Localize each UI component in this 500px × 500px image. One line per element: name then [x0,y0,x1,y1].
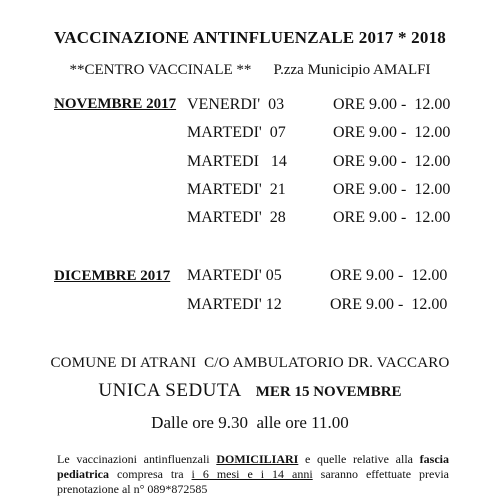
schedule-time: ORE 9.00 - 12.00 [333,153,451,170]
note-pediatrica: pediatrica [57,467,109,481]
note-text: compresa tra [109,467,192,481]
unica-seduta-line [0,380,500,402]
subtitle [0,62,500,79]
orario-line: Dalle ore 9.30 alle ore 11.00 [151,413,349,432]
comune-atrani-line: COMUNE DI ATRANI C/O AMBULATORIO DR. VACCARO [50,355,450,371]
seduta-date: MER 15 NOVEMBRE [255,384,402,400]
schedule-day: MARTEDI' 12 [187,296,282,313]
schedule-day: MARTEDI' 21 [187,181,286,198]
schedule-time: ORE 9.00 - 12.00 [333,124,451,141]
note-domiciliari: DOMICILIARI [216,452,299,466]
page-title: VACCINAZIONE ANTINFLUENZALE 2017 * 2018 [54,28,446,47]
note-text: saranno effettuate previa prenotazione al n° 089*872585 [57,467,449,496]
location-label: P.zza Municipio AMALFI [273,62,431,78]
schedule-time: ORE 9.00 - 12.00 [330,267,448,284]
schedule-day: VENERDI' 03 [187,96,285,113]
schedule-time: ORE 9.00 - 12.00 [330,296,448,313]
note-text: Le vaccinazioni antinfluenzali [57,452,217,466]
schedule-day: MARTEDI' 28 [187,209,286,226]
note-fascia: fascia [419,452,449,466]
schedule-day: MARTEDI 14 [187,153,287,170]
note-age-range: i 6 mesi e i 14 anni [191,467,313,481]
month-novembre: NOVEMBRE 2017 [54,96,177,112]
schedule-time: ORE 9.00 - 12.00 [333,96,451,113]
footer-note [57,452,449,497]
schedule-time: ORE 9.00 - 12.00 [333,209,451,226]
month-dicembre: DICEMBRE 2017 [54,268,171,284]
schedule-day: MARTEDI' 07 [187,124,286,141]
schedule-time: ORE 9.00 - 12.00 [333,181,451,198]
seduta-label: UNICA SEDUTA [98,380,242,401]
schedule-day: MARTEDI' 05 [187,267,282,284]
note-text: e quelle relative alla [298,452,420,466]
centro-vaccinale-label: **CENTRO VACCINALE ** [69,62,252,78]
